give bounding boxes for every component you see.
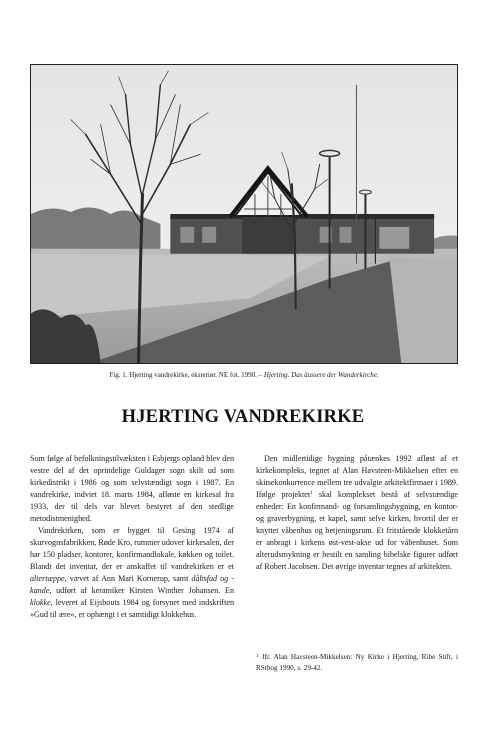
page-title: HJERTING VANDREKIRKE: [121, 407, 365, 427]
left-paragraph-1: Som følge af befolkningstilvæksten i Esbjergs opland blev den vestre del af det oprindelige Guldager sogn skilt ud som kirkedistrikt i 1986 og som selvstændigt sogn i 1987. En vandrekirke, indviet 18. marts 1984, afløste en kirkesal fra 1933, der til dels var blevet bestyret af den stedlige metodistmenighed.: [30, 454, 234, 523]
left-p2-text-c: , udført af keramiker Kirsten Winther Johansen. En: [49, 586, 234, 595]
left-p2-text-a: Vandrekirken, som er bygget til Gesing 1974 af skurvognsfabrikken, Røde Kro, rummer udover kirkesalen, der har 150 pladser, kontorer, konfirmandlokale, køkken og toilet. Blandt det inventar, der er anskaffet til vandrekirken er et: [30, 526, 234, 571]
footnote-mark: 1: [256, 654, 259, 659]
footnote-text: Jfr. Alan Havsteen-Mikkelsen: Ny Kirke i Hjerting, Ribe Stift, i RStbog 1990, s. 29-42.: [256, 653, 458, 672]
term-altertaeppe: altertæppe: [30, 574, 65, 583]
caption-text: Fig. 1. Hjerting vandrekirke, eksteriør. NE fot. 1990. –: [109, 371, 264, 379]
term-daabsfad: dåbsfad og -kande: [30, 574, 235, 595]
caption-italic: Hjerting. Das äussere der Wanderkirche.: [263, 371, 379, 379]
left-p2-text-d: , leveret af Eijsbouts 1984 og forsynet med indskriften »Gud til ære«, er ophængt i et samtidigt klokkehus.: [30, 598, 234, 619]
footnote-reference[interactable]: 1: [310, 490, 313, 496]
church-photo: [30, 64, 458, 364]
church-photo-image: [31, 65, 457, 363]
figure-caption: [30, 371, 458, 380]
right-p1-text-a: Den midlertidige bygning påtænkes 1992 afløst af et kirkekompleks, tegnet af Alan Havsteen-Mikkelsen efter en skitsekonkurrence mellem tre udvalgte arkitektfirmaer i 1989. Ifølge projektet: [256, 454, 458, 499]
left-column: [30, 453, 234, 621]
right-paragraph-1: [256, 453, 458, 573]
footnote: [256, 652, 458, 674]
right-column: [256, 453, 458, 573]
right-p1-text-b: skal komplekset bestå af selvstændige enheder: En konfirmand- og forsamlingsbygning, en kontor- og graverbygning, et kapel, samt selve kirken, hvortil der er knyttet våbenhus og betjeningsrum. Et fritstående klokketårn er anbragt i kirkens øst-vest-akse ud for våbenhuset. Som alterudsmykning er bestilt en samling bibelske figurer udført af Robert Jacobsen. Det øvrige inventar tegnes af arkitekten.: [256, 490, 458, 571]
term-klokke: klokke: [30, 598, 51, 607]
left-paragraph-2: [30, 525, 234, 621]
left-p2-text-b: , vævet af Ann Mari Kornerup, samt: [64, 574, 192, 583]
